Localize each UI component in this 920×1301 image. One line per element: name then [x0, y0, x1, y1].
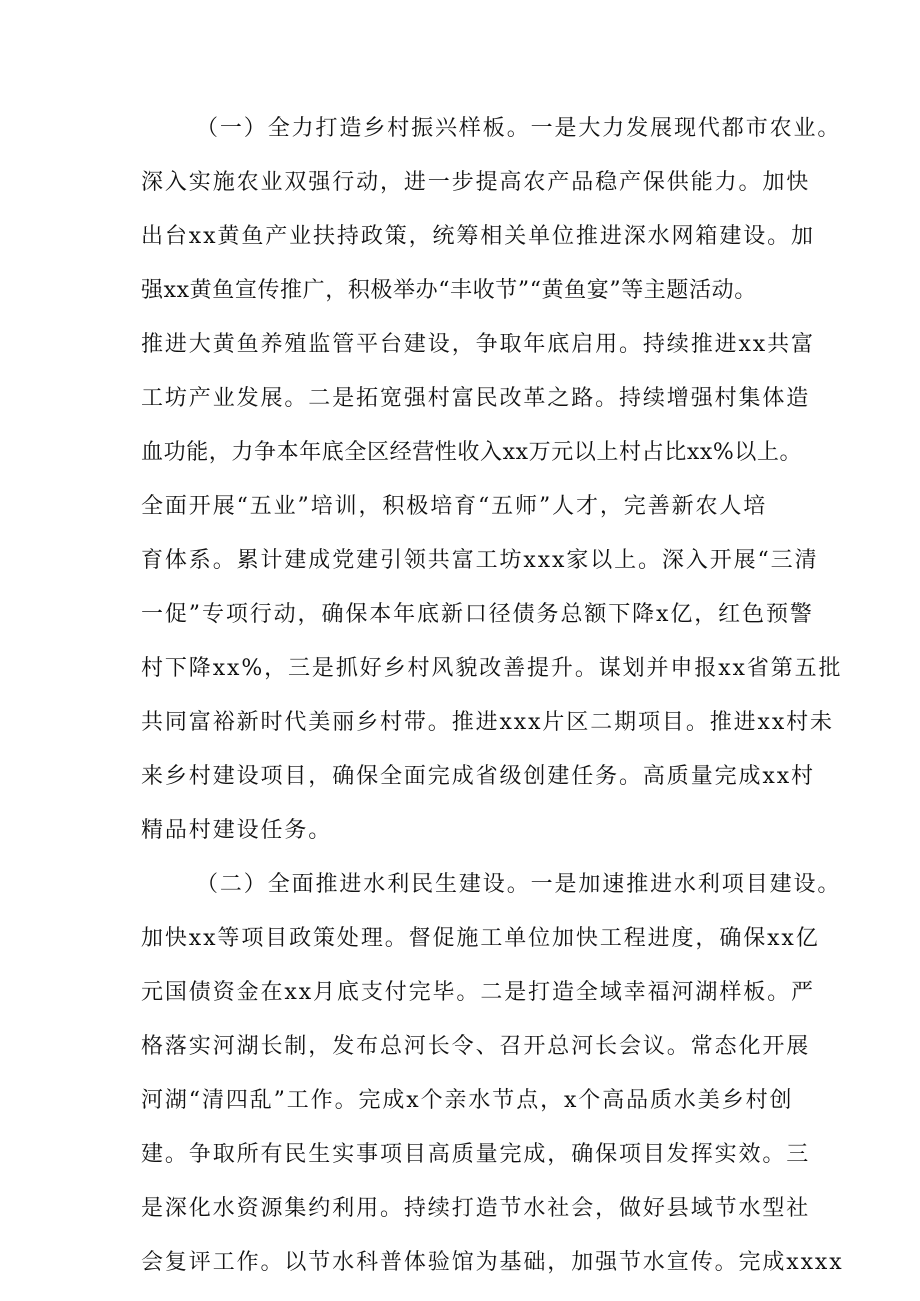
text-line: 育体系。累计建成党建引领共富工坊xxx家以上。深入开展“三清	[141, 548, 819, 573]
text-line: 强xx黄鱼宣传推广，积极举办“丰收节”“黄鱼宴”等主题活动。	[141, 278, 757, 303]
text-line: 来乡村建设项目，确保全面完成省级创建任务。高质量完成xx村	[141, 764, 815, 789]
text-line: 一促”专项行动，确保本年底新口径债务总额下降x亿，红色预警	[141, 602, 814, 627]
text-line: 河湖“清四乱”工作。完成x个亲水节点，x个高品质水美乡村创	[141, 1088, 794, 1113]
text-line: 加快xx等项目政策处理。督促施工单位加快工程进度，确保xx亿	[141, 926, 820, 951]
text-line: 全面开展“五业”培训，积极培育“五师”人才，完善新农人培	[141, 494, 768, 519]
text-line: 共同富裕新时代美丽乡村带。推进xxx片区二期项目。推进xx村未	[141, 710, 834, 735]
text-line: （二）全面推进水利民生建设。一是加速推进水利项目建设。	[196, 872, 842, 897]
text-line: 是深化水资源集约利用。持续打造节水社会，做好县域节水型社	[141, 1196, 811, 1221]
text-line: 元国债资金在xx月底支付完毕。二是打造全域幸福河湖样板。严	[141, 980, 815, 1005]
text-line: 建。争取所有民生实事项目高质量完成，确保项目发挥实效。三	[141, 1142, 811, 1167]
text-line: 出台xx黄鱼产业扶持政策，统筹相关单位推进深水网箱建设。加	[141, 224, 815, 249]
text-line: 会复评工作。以节水科普体验馆为基础，加强节水宣传。完成xxxx	[141, 1250, 844, 1275]
text-line: 工坊产业发展。二是拓宽强村富民改革之路。持续增强村集体造	[141, 386, 811, 411]
paragraph-rural-revitalization	[141, 102, 843, 858]
text-line: 精品村建设任务。	[141, 818, 333, 843]
text-line: 推进大黄鱼养殖监管平台建设，争取年底启用。持续推进xx共富	[141, 332, 815, 357]
text-line: 血功能，力争本年底全区经营性收入xx万元以上村占比xx%以上。	[141, 440, 803, 465]
text-line: 格落实河湖长制，发布总河长令、召开总河长会议。常态化开展	[141, 1034, 811, 1059]
text-line: 村下降xx%，三是抓好乡村风貌改善提升。谋划并申报xx省第五批	[141, 656, 843, 681]
paragraph-water-conservancy	[141, 858, 844, 1290]
text-line: 深入实施农业双强行动，进一步提高农产品稳产保供能力。加快	[141, 170, 811, 195]
text-line: （一）全力打造乡村振兴样板。一是大力发展现代都市农业。	[196, 116, 842, 141]
